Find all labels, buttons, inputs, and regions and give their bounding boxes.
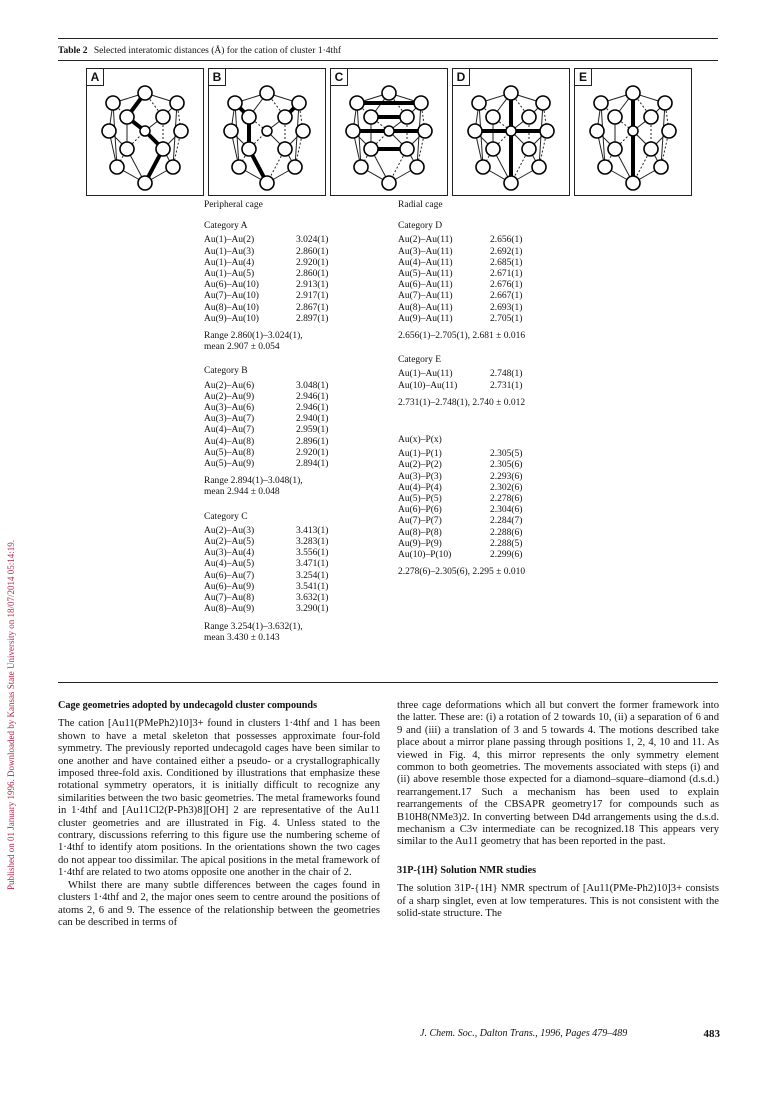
caption-rule [58,60,718,61]
atom-pair: Au(6)–Au(7) [204,570,255,581]
radial-cage-title: Radial cage [398,200,443,210]
distance-value: 2.288(6) [490,527,523,538]
distance-value: 3.541(1) [296,581,329,592]
panel-label-c: C [331,69,348,86]
category-heading: Category A [204,221,248,232]
distance-row [398,472,598,483]
category-heading: Category B [204,366,248,377]
distance-value: 2.748(1) [490,369,523,380]
body-paragraph: The solution 31P-{1H} NMR spectrum of [Au11(PMe-Ph2)10]3+ consists of a sharp singlet, even at low temperatures. This is not consistent with the solid-state structure. The [397,883,719,920]
atom-pair: Au(10)–Au(11) [398,380,458,391]
distance-value: 2.656(1) [490,235,523,246]
summary-mean: mean 2.907 ± 0.054 [204,342,280,353]
distance-value: 2.860(1) [296,269,329,280]
distance-value: 2.671(1) [490,269,523,280]
distance-row [204,437,384,448]
cage-diagram-d [453,69,571,197]
atom-pair: Au(9)–Au(11) [398,313,453,324]
atom-pair: Au(3)–Au(6) [204,403,255,414]
distance-value: 2.693(1) [490,302,523,313]
summary-mean: mean 2.944 ± 0.048 [204,487,280,498]
atom-pair: Au(4)–Au(5) [204,559,255,570]
atom-pair: Au(2)–Au(5) [204,537,255,548]
atom-pair: Au(2)–P(2) [398,460,442,471]
table-caption-text: Selected interatomic distances (Å) for the cation of cluster 1·4thf [93,46,342,56]
table-bottom-rule [58,682,718,683]
distance-value: 3.471(1) [296,559,329,570]
top-rule [58,38,718,39]
distance-row [204,269,384,280]
atom-pair: Au(5)–P(5) [398,494,442,505]
distance-row [204,537,384,548]
peripheral-cage-title: Peripheral cage [204,200,263,210]
category-heading: Category D [398,221,443,232]
distance-value: 2.667(1) [490,291,523,302]
distance-value: 2.284(7) [490,516,523,527]
atom-pair: Au(2)–Au(11) [398,235,453,246]
cage-panel-b [208,68,326,196]
atom-pair: Au(4)–Au(8) [204,436,255,447]
distance-value: 2.676(1) [490,280,523,291]
cage-panel-d [452,68,570,196]
distance-row [398,247,598,258]
distance-row [204,314,384,325]
atom-pair: Au(8)–Au(11) [398,302,453,313]
distance-value: 2.920(1) [296,447,329,458]
atom-pair: Au(2)–Au(6) [204,380,255,391]
distance-row [204,425,384,436]
distance-value: 2.288(5) [490,538,523,549]
category-heading: Category C [204,511,248,522]
atom-pair: Au(4)–Au(7) [204,425,255,436]
atom-pair: Au(8)–Au(10) [204,302,259,313]
distance-row [204,593,384,604]
distance-value: 3.283(1) [296,537,329,548]
distance-row [204,291,384,302]
cage-panel-c [330,68,448,196]
atom-pair: Au(7)–Au(11) [398,291,453,302]
atom-pair: Au(6)–Au(11) [398,280,453,291]
distance-category [398,221,598,342]
distance-value: 2.917(1) [296,291,329,302]
atom-pair: Au(1)–Au(5) [204,269,255,280]
distance-row [204,403,384,414]
distance-row [204,303,384,314]
distance-value: 2.293(6) [490,471,523,482]
distance-row [398,369,598,380]
distance-row [398,269,598,280]
category-heading: Au(x)–P(x) [398,435,442,446]
distance-row [204,414,384,425]
distance-value: 2.860(1) [296,246,329,257]
download-watermark [4,200,18,900]
atom-pair: Au(6)–P(6) [398,505,442,516]
table-caption [58,46,341,56]
distance-row [398,280,598,291]
distance-row [204,582,384,593]
distance-row [204,559,384,570]
atom-pair: Au(1)–Au(3) [204,246,255,257]
atom-pair: Au(3)–Au(7) [204,414,255,425]
distance-category [204,221,384,353]
cage-panel-e [574,68,692,196]
distance-row [204,459,384,470]
distance-value: 3.254(1) [296,570,329,581]
distance-row [204,526,384,537]
category-summary: 2.731(1)–2.748(1), 2.740 ± 0.012 [398,397,526,408]
distance-category [204,366,384,498]
atom-pair: Au(3)–P(3) [398,471,442,482]
radial-cage-column [398,200,598,578]
distance-row [398,235,598,246]
atom-pair: Au(1)–Au(11) [398,369,453,380]
category-summary [204,476,384,498]
section-heading-cage-geometries: Cage geometries adopted by undecagold cluster compounds [58,700,318,711]
panel-label-d: D [453,69,470,86]
distance-value: 2.920(1) [296,257,329,268]
atom-pair: Au(2)–Au(9) [204,391,255,402]
distance-row [398,539,598,550]
cage-diagram-a [87,69,205,197]
atom-pair: Au(7)–Au(10) [204,291,259,302]
body-right-column [397,700,719,921]
atom-pair: Au(5)–Au(9) [204,459,255,470]
cage-diagram-b [209,69,327,197]
distance-value: 2.692(1) [490,246,523,257]
distance-value: 2.940(1) [296,414,329,425]
distance-value: 3.290(1) [296,604,329,615]
distance-row [398,516,598,527]
panel-label-b: B [209,69,226,86]
distance-value: 2.304(6) [490,505,523,516]
distance-row [398,460,598,471]
distance-category [398,435,598,578]
distance-category [398,355,598,409]
distance-value: 3.048(1) [296,380,329,391]
distance-value: 3.556(1) [296,548,329,559]
distance-row [398,483,598,494]
atom-pair: Au(4)–P(4) [398,482,442,493]
distance-value: 2.894(1) [296,459,329,470]
distance-row [204,247,384,258]
atom-pair: Au(7)–P(7) [398,516,442,527]
atom-pair: Au(8)–Au(9) [204,604,255,615]
distance-row [204,604,384,615]
distance-value: 2.913(1) [296,280,329,291]
summary-range: Range 2.860(1)–3.024(1), [204,331,303,342]
distance-row [398,303,598,314]
distance-row [204,392,384,403]
distance-category [204,512,384,644]
journal-citation: J. Chem. Soc., Dalton Trans., 1996, Pages 479–489 [420,1028,628,1039]
peripheral-categories [204,221,384,644]
distance-value: 2.305(5) [490,449,523,460]
body-paragraph: three cage deformations which all but convert the former framework into the latter. These are: (i) a rotation of 2 towards 10, (ii) a separation of 6 and 9 and (iii) a translation of 3 and 5 towards 4. The motions described take place about a mirror plane passing through positions 1, 2, 4, 10 and 11. As viewed in Fig. 4, this mirror represents the only symmetry element common to both geometries. The movements associated with steps (i) and (ii) above resemble those expected for a diamond–square–diamond (d.s.d.) rearrangement.17 Such a mechanism has been used to explain rearrangements of the CBSAPR geometry17 for compounds such as B10H8(NMe3)2. In converting between D4d arrangements using the d.s.d. mechanism a C3v intermediate can be recognized.18 This appears very similar to the Au11 geometry that has been reported in the past. [397,700,719,848]
distance-value: 2.705(1) [490,313,523,324]
atom-pair: Au(5)–Au(11) [398,269,453,280]
distance-value: 2.305(6) [490,460,523,471]
distance-value: 3.413(1) [296,525,329,536]
atom-pair: Au(1)–Au(2) [204,235,255,246]
atom-pair: Au(6)–Au(9) [204,581,255,592]
distance-row [398,381,598,392]
atom-pair: Au(6)–Au(10) [204,280,259,291]
distance-value: 2.959(1) [296,425,329,436]
atom-pair: Au(7)–Au(8) [204,593,255,604]
distance-value: 2.685(1) [490,257,523,268]
category-summary [204,622,384,644]
distance-row [398,528,598,539]
distance-row [204,258,384,269]
distance-value: 2.302(6) [490,482,523,493]
distance-value: 2.896(1) [296,436,329,447]
cage-diagram-e [575,69,693,197]
category-heading: Category E [398,355,442,366]
distance-row [398,258,598,269]
distance-value: 2.278(6) [490,494,523,505]
cage-panel-a [86,68,204,196]
summary-mean: mean 3.430 ± 0.143 [204,632,280,643]
distance-row [204,448,384,459]
atom-pair: Au(9)–Au(10) [204,313,259,324]
distance-value: 2.299(6) [490,550,523,561]
atom-pair: Au(8)–P(8) [398,527,442,538]
category-summary: 2.278(6)–2.305(6), 2.295 ± 0.010 [398,567,526,578]
distance-row [204,280,384,291]
distance-value: 3.632(1) [296,593,329,604]
distance-row [398,550,598,561]
atom-pair: Au(3)–Au(4) [204,548,255,559]
distance-value: 2.946(1) [296,403,329,414]
cage-diagram-c [331,69,449,197]
table-label: Table 2 [58,46,88,56]
distance-value: 2.731(1) [490,380,523,391]
body-left-column [58,700,380,929]
atom-pair: Au(3)–Au(11) [398,246,453,257]
distance-row [204,235,384,246]
category-summary: 2.656(1)–2.705(1), 2.681 ± 0.016 [398,331,526,342]
atom-pair: Au(1)–Au(4) [204,257,255,268]
distance-row [398,314,598,325]
distance-row [398,505,598,516]
cage-diagram-row [86,68,692,198]
page-number: 483 [703,1028,720,1040]
distance-value: 2.946(1) [296,391,329,402]
page-footer [420,1028,720,1039]
panel-label-a: A [87,69,104,86]
distance-row [204,381,384,392]
distance-value: 3.024(1) [296,235,329,246]
category-summary [204,331,384,353]
distance-row [398,494,598,505]
section-heading-nmr: 31P-{1H} Solution NMR studies [397,864,537,876]
peripheral-cage-column [204,200,384,644]
atom-pair: Au(9)–P(9) [398,538,442,549]
radial-categories [398,221,598,578]
body-paragraph: The cation [Au11(PMePh2)10]3+ found in clusters 1·4thf and 1 has been shown to have a metal skeleton that possesses approximate four-fold symmetry. The previously reported undecagold cages have been similar to one another and have contained either a pseudo- or a crystallographically imposed three-fold axis. Conditioned by illustrations that emphasize these rotational symmetry operators, it is initially difficult to recognize any similarities between the two basic geometries. The metal frameworks found in 1·4thf and [Au11Cl2(P-Ph3)8][OH] 2 are representative of the Au11 cluster geometries and are illustrated in Fig. 4. Unless stated to the contrary, discussions referring to this figure use the numbering scheme of 1·4thf to identify atom positions. In the orientations shown the two cages do not appear too dissimilar. The apical positions in the metal framework of 1·4thf are related to two atoms opposite one another in the chair of 2. [58,718,380,879]
distance-row [398,291,598,302]
summary-range: Range 3.254(1)–3.632(1), [204,621,303,632]
distance-value: 2.867(1) [296,302,329,313]
atom-pair: Au(4)–Au(11) [398,257,453,268]
download-watermark-text: Published on 01 January 1996. Downloaded by Kansas State University on 18/07/2014 05:14:19. [6,540,16,890]
distance-value: 2.897(1) [296,313,329,324]
atom-pair: Au(10)–P(10) [398,550,452,561]
panel-label-e: E [575,69,592,86]
distance-row [398,449,598,460]
atom-pair: Au(2)–Au(3) [204,525,255,536]
atom-pair: Au(5)–Au(8) [204,447,255,458]
body-paragraph: Whilst there are many subtle differences between the cages found in clusters 1·4thf and 2, the major ones seem to centre around the positions of atoms 2, 6 and 9. The essence of the relationship between the geometries can be described in terms of [58,879,380,928]
distance-row [204,548,384,559]
summary-range: Range 2.894(1)–3.048(1), [204,476,303,487]
atom-pair: Au(1)–P(1) [398,449,442,460]
distance-row [204,571,384,582]
